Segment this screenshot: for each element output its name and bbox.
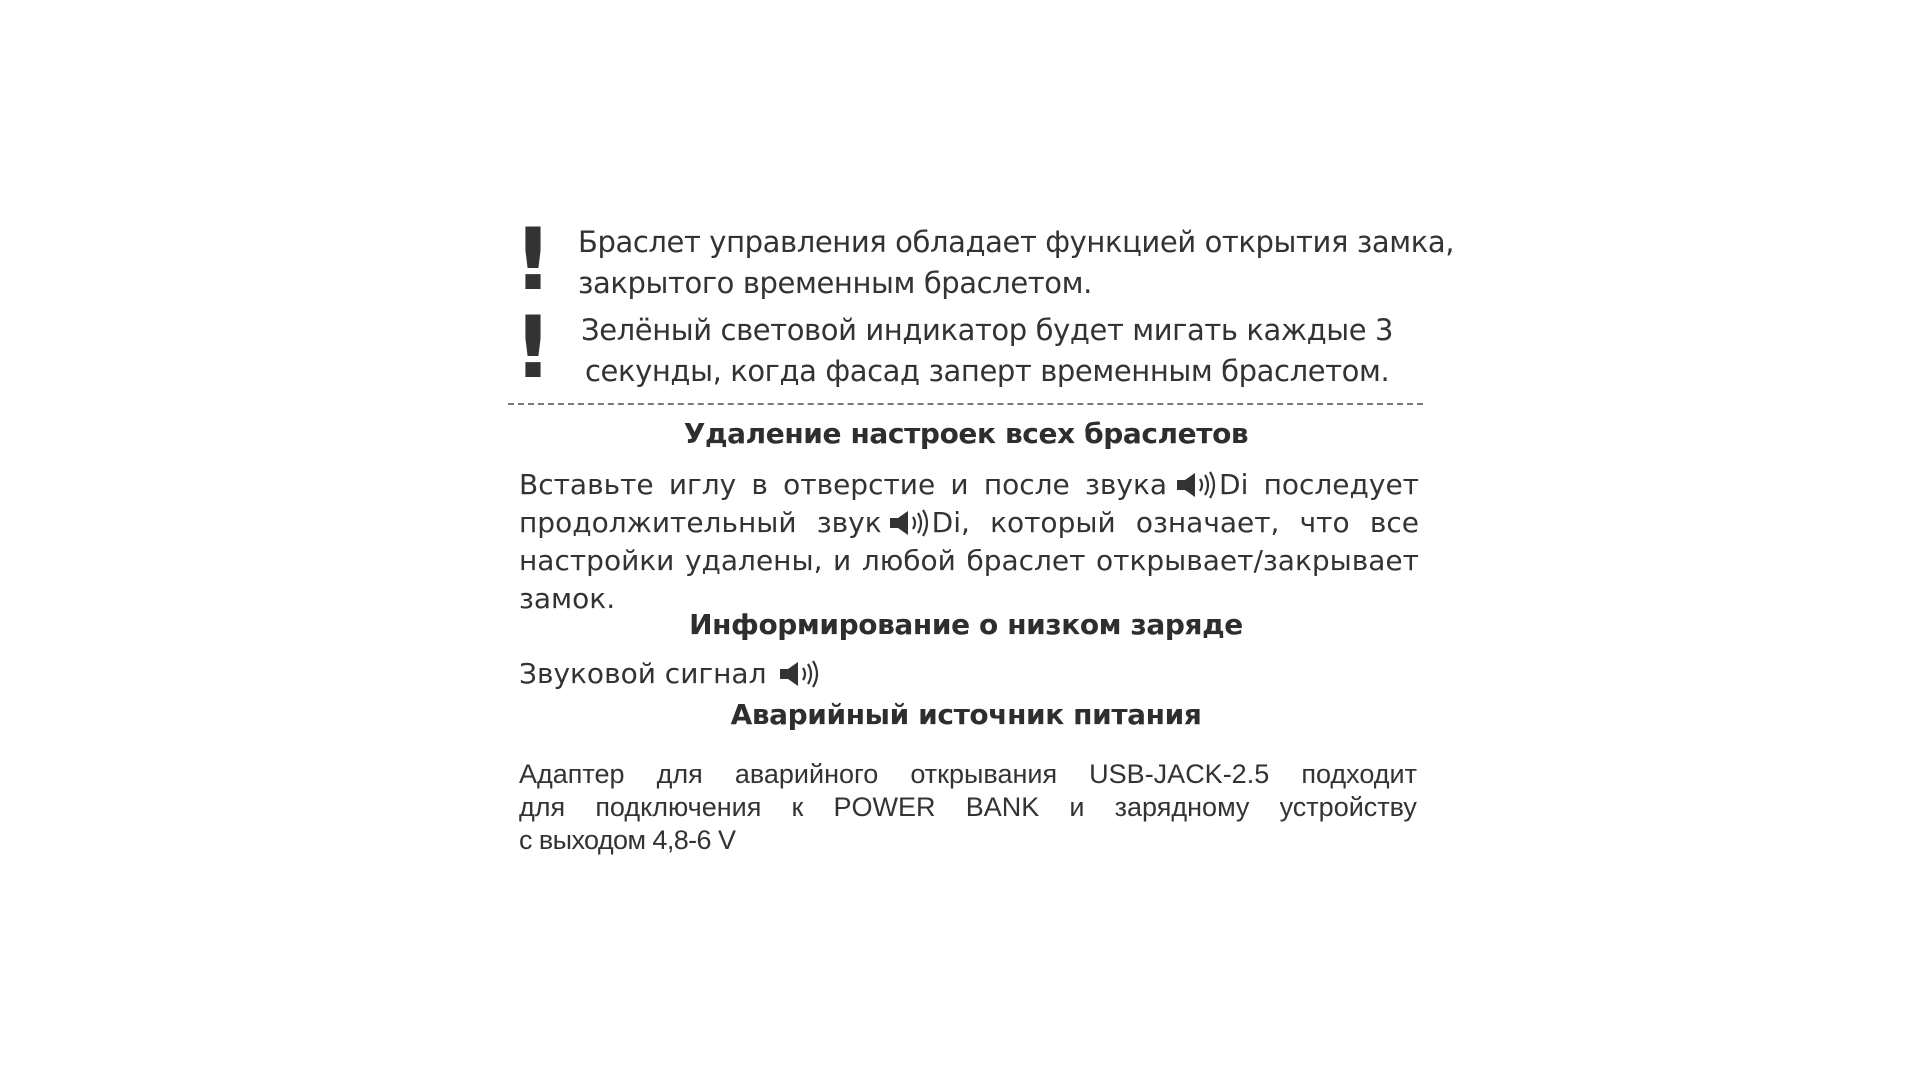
word: иглу: [668, 468, 737, 501]
warning-note-1: [506, 210, 1455, 310]
note-line: Браслет управления обладает функцией открытия замка,: [578, 225, 1455, 259]
word: выходом: [538, 825, 646, 855]
word: отверстие: [783, 468, 936, 501]
note-line: секунды, когда фасад заперт временным браслетом.: [585, 354, 1390, 388]
word: 4,8-6: [652, 825, 711, 855]
word: открывания: [910, 759, 1058, 789]
word: звук: [816, 506, 882, 539]
section-heading-low-battery: Информирование о низком заряде: [689, 608, 1243, 641]
exclamation-icon: !: [513, 210, 553, 310]
reset-paragraph: [519, 466, 1419, 618]
word: зарядному: [1114, 792, 1250, 822]
speaker-sound-icon: [778, 659, 822, 689]
paragraph-line: [519, 504, 1419, 542]
word: замок.: [519, 582, 616, 615]
word: удалены,: [684, 544, 823, 577]
paragraph-line: [519, 758, 1417, 791]
word: Вставьте: [519, 468, 654, 501]
note-line: Зелёный световой индикатор будет мигать каждые 3: [581, 313, 1394, 347]
low-battery-paragraph: [519, 655, 1419, 693]
speaker-sound-icon: [1175, 470, 1219, 500]
word: подходит: [1301, 759, 1417, 789]
word: после: [983, 468, 1070, 501]
word: и: [950, 468, 969, 501]
paragraph-line: [519, 824, 1417, 857]
word: POWER: [833, 792, 936, 822]
paragraph-line: [519, 791, 1417, 824]
speaker-sound-icon: [888, 508, 932, 538]
word: USB-JACK-2.5: [1089, 759, 1270, 789]
word: Адаптер: [519, 759, 625, 789]
note-line: закрытого временным браслетом.: [578, 266, 1092, 300]
word: для: [656, 759, 703, 789]
word: открывает/закрывает: [1096, 544, 1419, 577]
section-heading-emergency-power: Аварийный источник питания: [730, 698, 1202, 731]
word: в: [751, 468, 768, 501]
word-with-sound-icon: [1085, 466, 1248, 504]
word: продолжительный: [519, 506, 797, 539]
word: с: [519, 825, 532, 855]
dashed-divider: [508, 403, 1423, 405]
word: к: [791, 792, 804, 822]
word: для: [519, 792, 566, 822]
word: Di,: [931, 506, 970, 539]
paragraph-line: [519, 542, 1419, 580]
paragraph-line: [519, 655, 1419, 693]
word: V: [717, 825, 736, 855]
warning-note-2: [506, 298, 1426, 398]
warning-note-text: [581, 310, 1393, 392]
sound-signal-text: Звуковой сигнал: [519, 657, 767, 690]
word: подключения: [595, 792, 762, 822]
word: который: [990, 506, 1116, 539]
word: любой: [861, 544, 956, 577]
word: браслет: [966, 544, 1086, 577]
section-heading-reset: Удаление настроек всех браслетов: [683, 417, 1249, 450]
word: и: [833, 544, 852, 577]
word: аварийного: [734, 759, 879, 789]
word: BANK: [965, 792, 1040, 822]
word-with-sound-icon: [817, 504, 970, 542]
word: последует: [1263, 468, 1419, 501]
paragraph-line: [519, 466, 1419, 504]
word: настройки: [519, 544, 675, 577]
word: что: [1299, 506, 1350, 539]
exclamation-icon: !: [513, 298, 553, 398]
word: Di: [1219, 468, 1249, 501]
word: звука: [1084, 468, 1168, 501]
word: означает,: [1135, 506, 1280, 539]
word: и: [1069, 792, 1085, 822]
word: устройству: [1279, 792, 1417, 822]
word: все: [1369, 506, 1419, 539]
warning-note-text: [578, 222, 1454, 304]
emergency-paragraph: [519, 758, 1417, 857]
